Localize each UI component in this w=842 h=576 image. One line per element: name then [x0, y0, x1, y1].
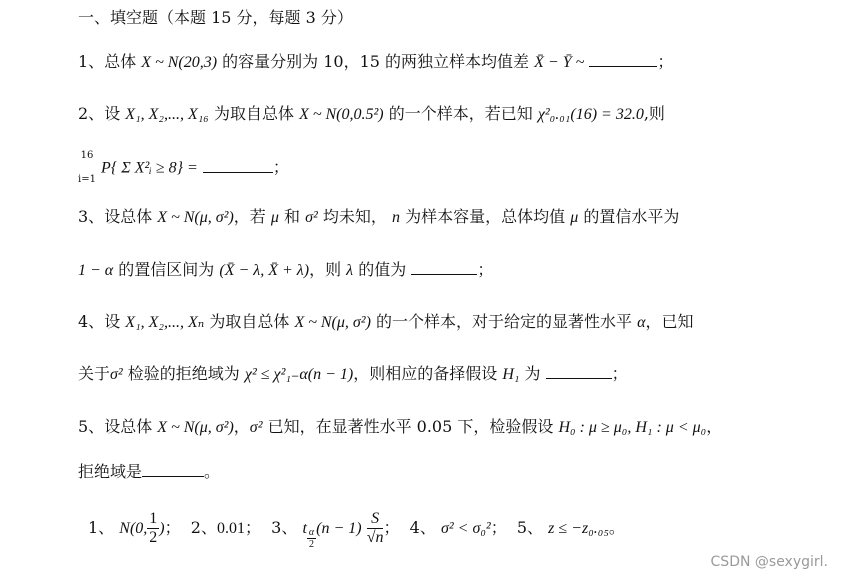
q1-text-b: 的容量分别为 10，15 的两独立样本均值差	[222, 52, 530, 71]
q5-line2: 拒绝域是	[78, 462, 143, 481]
question-5-line-2	[78, 460, 220, 482]
q2-tail: ；	[272, 157, 289, 177]
question-4-line-2	[78, 362, 628, 385]
question-1	[78, 50, 673, 73]
q4-number: 4、	[78, 312, 105, 331]
answer-1-close: )	[159, 520, 165, 537]
q4-text-b: 为取自总体	[209, 312, 290, 331]
question-3-line-2	[78, 258, 493, 281]
answer-separator-2: ；	[244, 518, 261, 537]
q1-expression: X̄ − Ȳ ~	[534, 54, 585, 71]
q3-line2-b: 的置信区间为	[118, 260, 215, 279]
q2-answer-blank[interactable]	[203, 156, 273, 173]
q4-alpha: α	[637, 314, 646, 331]
question-2-line-2	[78, 150, 289, 186]
answer-3-subscript	[307, 527, 316, 550]
q3-text-d: 均未知，	[322, 207, 387, 226]
q2-text-a: 设	[104, 104, 121, 123]
q4-text-c: 的一个样本，对于给定的显著性水平	[376, 312, 633, 331]
q4-rejection-region: χ² ≤ χ²₁₋α(n − 1)	[244, 366, 354, 383]
answer-1-number: 1、	[88, 518, 115, 537]
q1-distribution: X ~ N(20,3)	[141, 54, 218, 71]
q4-sigma2: σ²	[110, 366, 123, 383]
q4-line2-b: 检验的拒绝域为	[127, 364, 240, 383]
q3-line2-c: ，则	[309, 260, 342, 279]
q5-tail: 。	[204, 462, 221, 481]
q2-text-c: 的一个样本，若已知	[388, 104, 533, 123]
q3-sigma2: σ²	[305, 209, 318, 226]
answer-3-t: t	[302, 520, 307, 537]
answer-3-fraction-denominator: √n	[366, 529, 384, 546]
q3-text-c: 和	[284, 207, 301, 226]
q3-distribution: X ~ N(μ, σ²)	[157, 209, 234, 226]
q5-text-c: 已知，在显著性水平 0.05 下，检验假设	[267, 417, 554, 436]
answer-3-fraction	[367, 510, 384, 547]
q3-mu-2: μ	[570, 209, 579, 226]
q4-text-d: ，已知	[645, 312, 694, 331]
q2-sum-bottom: i=1	[78, 174, 96, 185]
q4-line2-c: ，则相应的备择假设	[353, 364, 498, 383]
answer-3-number: 3、	[271, 518, 298, 537]
q4-answer-blank[interactable]	[546, 362, 612, 379]
answer-separator-4: ；	[490, 518, 507, 537]
q5-text-a: 设总体	[104, 417, 153, 436]
q3-n: n	[392, 209, 401, 226]
q4-tail: ；	[611, 364, 628, 383]
answers-end: 。	[608, 518, 625, 537]
q2-text-d: ,则	[643, 104, 665, 123]
answers-line	[88, 508, 625, 550]
q4-text-a: 设	[104, 312, 121, 331]
q1-answer-blank[interactable]	[589, 50, 657, 67]
q3-number: 3、	[78, 207, 105, 226]
q4-distribution: X ~ N(μ, σ²)	[294, 314, 371, 331]
q3-lambda: λ	[346, 262, 354, 279]
q3-text-e: 为样本容量，总体均值	[405, 207, 566, 226]
q2-probability: P{ Σ X²ᵢ ≥ 8} =	[101, 159, 198, 177]
answer-1-fraction	[147, 510, 159, 547]
answer-5-number: 5、	[516, 518, 544, 537]
csdn-watermark: CSDN @sexygirl.	[710, 554, 828, 570]
q3-answer-blank[interactable]	[411, 258, 477, 275]
q5-sigma2: σ²	[249, 419, 263, 436]
q3-confidence: 1 − α	[78, 262, 114, 279]
q1-text-a: 总体	[104, 52, 137, 71]
q3-mu: μ	[270, 209, 279, 226]
question-5	[78, 417, 722, 438]
q2-sample: X₁, X₂,..., X₁₆	[125, 106, 209, 123]
q5-answer-blank[interactable]	[142, 460, 204, 477]
answer-separator-1: ；	[164, 518, 181, 537]
q5-hypotheses: H₀ : μ ≥ μ₀, H₁ : μ < μ₀	[558, 419, 707, 436]
question-3	[78, 207, 679, 228]
q5-text-d: ，	[706, 417, 723, 436]
answer-4: σ² < σ₀²	[440, 520, 491, 537]
q4-h1: H₁	[502, 366, 520, 383]
question-4	[78, 312, 694, 333]
q2-distribution: X ~ N(0,0.5²)	[299, 106, 384, 123]
answer-separator-3: ；	[383, 518, 400, 537]
answer-1-fraction-denominator: 2	[149, 529, 158, 546]
q2-sum-top: 16	[80, 150, 94, 161]
q5-text-b: ，	[233, 417, 250, 436]
q3-tail: ；	[477, 260, 494, 279]
q5-number: 5、	[78, 417, 105, 436]
q3-text-a: 设总体	[104, 207, 153, 226]
q2-text-b: 为取自总体	[213, 104, 294, 123]
question-2	[78, 104, 665, 125]
answer-1: N(0,	[119, 520, 148, 537]
answer-3-argument: (n − 1)	[316, 520, 362, 537]
answer-2: 0.01	[216, 520, 245, 537]
answer-3-subscript-numerator: α	[308, 527, 315, 538]
q1-number: 1、	[78, 52, 105, 71]
q4-sample: X₁, X₂,..., Xₙ	[125, 314, 205, 331]
q3-text-f: 的置信水平为	[583, 207, 680, 226]
q5-distribution: X ~ N(μ, σ²)	[157, 419, 234, 436]
q3-text-b: ，若	[233, 207, 266, 226]
q3-line2-d: 的值为	[358, 260, 407, 279]
answer-5: z ≤ −z₀.₀₅	[548, 520, 609, 537]
answer-4-number: 4、	[409, 518, 436, 537]
q1-tail: ；	[657, 52, 674, 71]
answer-2-number: 2、	[190, 518, 217, 537]
q3-interval: (X̄ − λ, X̄ + λ)	[219, 262, 310, 279]
answer-3-subscript-denominator: 2	[309, 539, 315, 550]
q4-line2-a: 关于	[78, 364, 111, 383]
q4-line2-d: 为	[524, 364, 541, 383]
q2-sum-limits	[78, 150, 96, 186]
section-header: 一、填空题（本题 15 分，每题 3 分）	[78, 8, 353, 27]
answer-3-fraction-numerator: S	[367, 510, 384, 529]
q2-number: 2、	[78, 104, 105, 123]
q2-chi-square: χ²₀.₀₁(16) = 32.0	[537, 106, 644, 123]
answer-1-fraction-numerator: 1	[149, 510, 158, 527]
